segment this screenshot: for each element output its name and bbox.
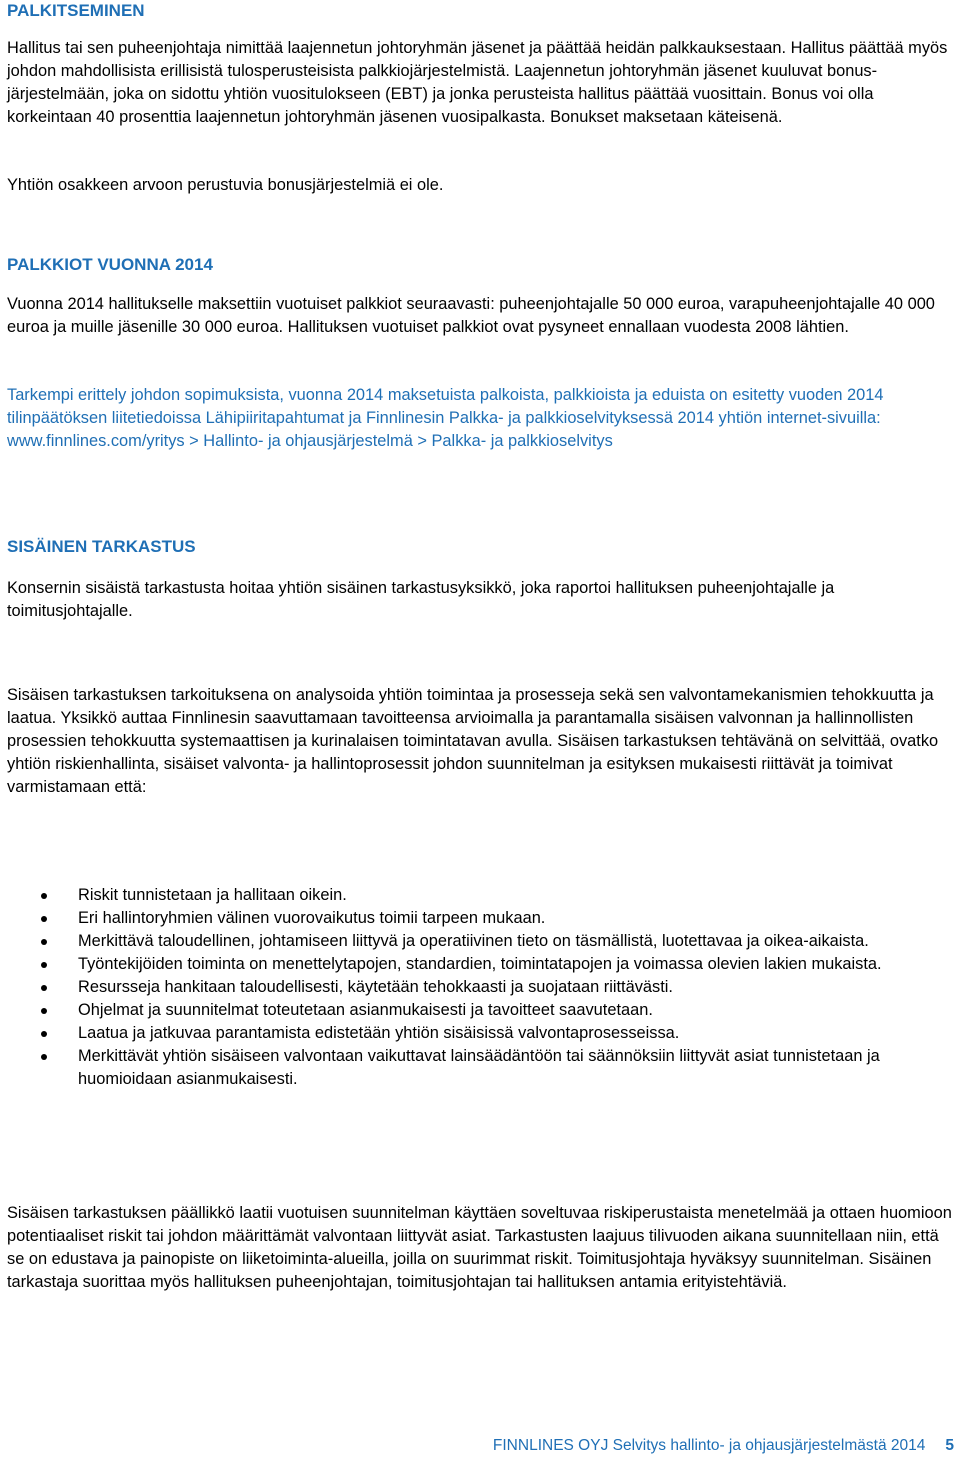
paragraph: Sisäisen tarkastuksen tarkoituksena on analysoida yhtiön toimintaa ja prosesseja sekä sen valvontamekanismien tehokkuutta ja laatua. Yksikkö auttaa Finnlinesin saavuttamaan tavoitteensa arvioimalla ja parantamalla sisäisen valvonnan ja hallinnollisten prosessien tehokkuutta systemaattisen ja kurinalaisen toimintatavan avulla. Sisäisen tarkastuksen tehtävänä on selvittää, ovatko yhtiön riskienhallinta, sisäiset valvonta- ja hallintoprosessit johdon suunnitelman ja esityksen mukaisesti riittävät ja toimivat varmistamaan että: (7, 686, 939, 796)
list-item-text: Työntekijöiden toiminta on menettelytapojen, standardien, toimintatapojen ja voimassa olevien lakien mukaista. (78, 955, 882, 973)
list-item-text: Merkittävät yhtiön sisäiseen valvontaan vaikuttavat lainsäädäntöön tai säännöksiin liittyvät asiat tunnistetaan ja huomioidaan asianmukaisesti. (78, 1047, 880, 1088)
bullet-icon (41, 893, 47, 899)
bullet-icon (41, 962, 47, 968)
footer-text: FINNLINES OYJ Selvitys hallinto- ja ohjausjärjestelmästä 2014 (492, 1437, 926, 1454)
section-heading: PALKKIOT VUONNA 2014 (7, 255, 213, 274)
list-item-text: Ohjelmat ja suunnitelmat toteutetaan asianmukaisesti ja tavoitteet saavutetaan. (78, 1001, 653, 1019)
palkkiot-details (7, 384, 955, 453)
section-sisainen (7, 536, 955, 558)
section-palkitseminen (7, 0, 955, 22)
palkitseminen-body (7, 37, 955, 129)
list-item-text: Laatua ja jatkuvaa parantamista edistetään yhtiön sisäisissä valvontaprosesseissa. (78, 1024, 680, 1042)
list-item-text: Eri hallintoryhmien välinen vuorovaikutus toimii tarpeen mukaan. (78, 909, 546, 927)
page-number: 5 (945, 1437, 954, 1454)
bullet-list (7, 884, 955, 1091)
paragraph: Konsernin sisäistä tarkastusta hoitaa yhtiön sisäinen tarkastusyksikkö, joka raportoi hallituksen puheenjohtajalle ja toimitusjohtajalle. (7, 579, 835, 620)
paragraph-details: Tarkempi erittely johdon sopimuksista, vuonna 2014 maksetuista palkoista, palkkioista ja eduista on esitetty vuoden 2014 tilinpäätöksen liitetiedoissa Lähipiiritapahtumat ja Finnlinesin Palkka- ja palkkioselvityksessä 2014 yhtiön internet-sivuilla: (7, 386, 884, 427)
list-item (7, 1022, 955, 1045)
bullet-icon (41, 985, 47, 991)
list-item (7, 884, 955, 907)
paragraph: Yhtiön osakkeen arvoon perustuvia bonusjärjestelmiä ei ole. (7, 176, 444, 194)
list-item (7, 953, 955, 976)
sisainen-body (7, 577, 955, 623)
bullet-icon (41, 916, 47, 922)
bullet-icon (41, 939, 47, 945)
paragraph: Vuonna 2014 hallitukselle maksettiin vuotuiset palkkiot seuraavasti: puheenjohtajalle 50 000 euroa, varapuheenjohtajalle 40 000 euroa ja muille jäsenille 30 000 euroa. Hallituksen vuotuiset palkkiot ovat pysyneet ennallaan vuodesta 2008 lähtien. (7, 295, 935, 336)
list-item (7, 999, 955, 1022)
list-item (7, 1045, 955, 1091)
palkitseminen-body-2 (7, 174, 955, 197)
sisainen-body-2 (7, 684, 955, 799)
page-footer (0, 1437, 960, 1455)
paragraph: Sisäisen tarkastuksen päällikkö laatii vuotuisen suunnitelman käyttäen soveltuvaa riskiperustaista menetelmää ja ottaen huomioon potentiaaliset riskit tai johdon määrittämät valvontaan liittyvät asiat. Tarkastusten laajuus tilivuoden aikana suunnitellaan niin, että se on edustava ja painopiste on liiketoiminta-alueilla, joilla on suurimmat riskit. Toimitusjohtaja hyväksyy suunnitelman. Sisäinen tarkastaja suorittaa myös hallituksen puheenjohtajan, toimitusjohtajan tai hallituksen antamia erityistehtäviä. (7, 1204, 952, 1291)
palkkiot-body (7, 293, 955, 339)
sisainen-bullets (7, 884, 955, 1091)
list-item-text: Merkittävä taloudellinen, johtamiseen liittyvä ja operatiivinen tieto on täsmällistä, luotettavaa ja oikea-aikaista. (78, 932, 869, 950)
bullet-icon (41, 1008, 47, 1014)
section-heading: PALKITSEMINEN (7, 1, 145, 20)
bullet-icon (41, 1054, 47, 1060)
list-item-text: Riskit tunnistetaan ja hallitaan oikein. (78, 886, 347, 904)
list-item (7, 976, 955, 999)
bullet-icon (41, 1031, 47, 1037)
website-link[interactable]: www.finnlines.com/yritys > Hallinto- ja ohjausjärjestelmä > Palkka- ja palkkioselvitys (7, 432, 613, 450)
section-heading: SISÄINEN TARKASTUS (7, 537, 196, 556)
section-palkkiot (7, 254, 955, 276)
list-item (7, 930, 955, 953)
list-item (7, 907, 955, 930)
sisainen-body-3 (7, 1202, 955, 1294)
paragraph: Hallitus tai sen puheenjohtaja nimittää laajennetun johtoryhmän jäsenet ja päättää heidän palkkauksestaan. Hallitus päättää myös johdon mahdollisista erillisistä tulosperusteisista palkkiojärjestelmistä. Laajennetun johtoryhmän jäsenet kuuluvat bonus-järjestelmään, joka on sidottu yhtiön vuositulokseen (EBT) ja jonka perusteista hallitus päättää vuosittain. Bonus voi olla korkeintaan 40 prosenttia laajennetun johtoryhmän jäsenen vuosipalkasta. Bonukset maksetaan käteisenä. (7, 39, 948, 126)
list-item-text: Resursseja hankitaan taloudellisesti, käytetään tehokkaasti ja suojataan riittävästi. (78, 978, 673, 996)
